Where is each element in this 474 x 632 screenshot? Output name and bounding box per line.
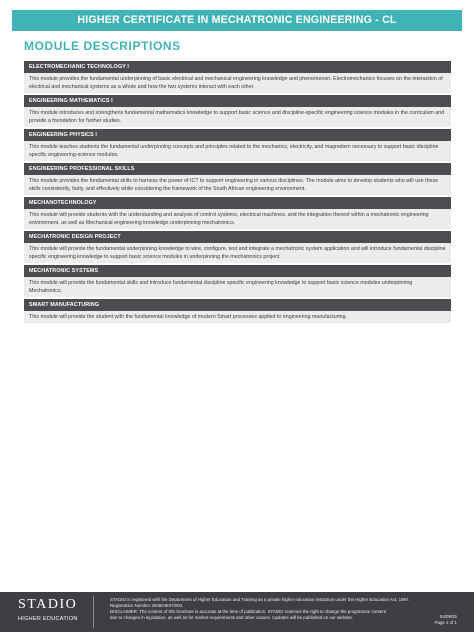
page-footer <box>0 592 474 632</box>
module-item <box>24 265 451 297</box>
module-description: This module provides the fundamental skills to harness the power of ICT to support engineering in various disciplines. The module aims to develop students who will use these skills consistently, fairly, and effectively while considering the framework of the South African engineering environment. <box>24 175 451 195</box>
logo-subtitle: HIGHER EDUCATION <box>18 616 78 622</box>
module-description: This module introduces and strengthens fundamental mathematics knowledge to support basic science and discipline-specific engineering science modules in the curriculum and provide a foundation for further studies. <box>24 107 451 127</box>
module-title: SMART MANUFACTURING <box>24 299 451 311</box>
module-description: This module will provide the fundamental skills and introduce fundamental discipline specific engineering knowledge to support basic science modules underpinning Mechatronics. <box>24 277 451 297</box>
module-item <box>24 231 451 263</box>
module-item <box>24 61 451 93</box>
module-title: MECHATRONIC SYSTEMS <box>24 265 451 277</box>
module-item <box>24 129 451 161</box>
module-description: This module will provide students with the understanding and analysis of control systems, electrical machines, and the integration thereof within a mechatronic engineering environment, as well as Mechanical engineering knowledge underpinning mechatronics. <box>24 209 451 229</box>
section-title: MODULE DESCRIPTIONS <box>24 39 181 53</box>
module-item <box>24 197 451 229</box>
module-item <box>24 299 451 323</box>
module-description: This module provides the fundamental underpinning of basic electrical and mechanical engineering knowledge and phenomenon. Electromechanics focuses on the interaction of electrical and mechanical systems as a whole and how the two systems interact with each other. <box>24 73 451 93</box>
module-title: MECHANOTECHNOLOGY <box>24 197 451 209</box>
footer-divider <box>93 596 94 628</box>
module-item <box>24 163 451 195</box>
module-item <box>24 95 451 127</box>
footer-meta <box>435 614 457 626</box>
stadio-logo: STADIO <box>18 597 78 612</box>
disclaimer-text-cont: due to changes in legislation, as well as for market requirements and other causes. Updates will be published on our website. <box>110 615 354 620</box>
disclaimer-text: DISCLAIMER: The content of this brochure is accurate at the time of publication. STADIO reserves the right to change the programme content <box>110 609 386 614</box>
module-description: This module will provide the fundamental underpinning knowledge to wire, configure, test and integrate a mechatronic system application and will introduce fundamental discipline specific engineering knowledge to support basic science modules in underpinning the mechatronics project. <box>24 243 451 263</box>
module-title: ENGINEERING PHYSICS I <box>24 129 451 141</box>
module-title: ENGINEERING PROFESSIONAL SKILLS <box>24 163 451 175</box>
module-list <box>24 61 451 325</box>
module-title: MECHATRONIC DESIGN PROJECT <box>24 231 451 243</box>
page-title-banner: HIGHER CERTIFICATE IN MECHATRONIC ENGINEERING - CL <box>12 10 462 31</box>
module-description: This module will provide the student with the fundamental knowledge of modern Smart processes applied to engineering manufacturing. <box>24 311 451 323</box>
page-number: Page 1 of 1 <box>434 620 457 625</box>
publication-date: 04/09/25 <box>439 614 457 619</box>
module-description: This module teaches students the fundamental underpinning concepts and principles related to the mechanics, electricity, and magnetism necessary to support basic discipline specific engineering-science modules. <box>24 141 451 161</box>
registration-text: STADIO is registered with the Department of Higher Education and Training as a private higher education institution under the Higher Education Act, 1997. <box>110 597 410 602</box>
footer-disclaimer <box>110 597 420 621</box>
module-title: ELECTROMECHANIC TECHNOLOGY I <box>24 61 451 73</box>
registration-number: Registration Number 2008/HE07/004. <box>110 603 184 608</box>
module-title: ENGINEERING MATHEMATICS I <box>24 95 451 107</box>
